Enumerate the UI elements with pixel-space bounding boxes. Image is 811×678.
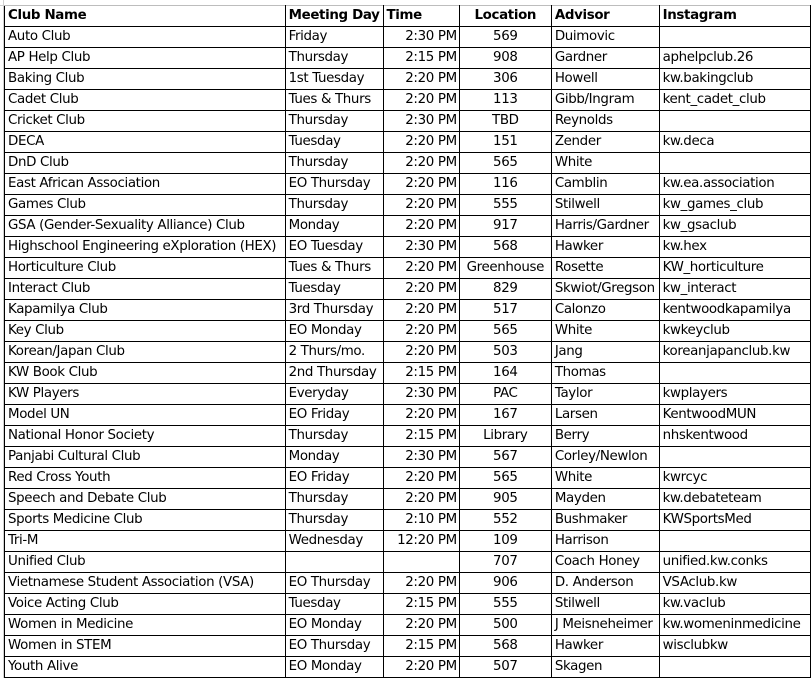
- cell-instagram[interactable]: kw.hex: [659, 237, 810, 258]
- cell-advisor[interactable]: D. Anderson: [551, 573, 659, 594]
- cell-instagram[interactable]: [659, 657, 810, 678]
- cell-advisor[interactable]: Reynolds: [551, 111, 659, 132]
- cell-location[interactable]: 906: [459, 573, 551, 594]
- cell-meeting-day[interactable]: Thursday: [285, 426, 383, 447]
- cell-location[interactable]: 555: [459, 195, 551, 216]
- cell-club-name[interactable]: Unified Club: [5, 552, 286, 573]
- cell-time[interactable]: 2:15 PM: [383, 636, 459, 657]
- cell-club-name[interactable]: Auto Club: [5, 27, 286, 48]
- cell-club-name[interactable]: Panjabi Cultural Club: [5, 447, 286, 468]
- cell-instagram[interactable]: [659, 27, 810, 48]
- cell-instagram[interactable]: KW_horticulture: [659, 258, 810, 279]
- cell-meeting-day[interactable]: EO Friday: [285, 468, 383, 489]
- table-row: [5, 468, 811, 489]
- cell-advisor[interactable]: White: [551, 468, 659, 489]
- cell-club-name[interactable]: Women in Medicine: [5, 615, 286, 636]
- cell-time[interactable]: 2:10 PM: [383, 510, 459, 531]
- cell-club-name[interactable]: AP Help Club: [5, 48, 286, 69]
- cell-club-name[interactable]: Key Club: [5, 321, 286, 342]
- cell-instagram[interactable]: kentwoodkapamilya: [659, 300, 810, 321]
- cell-instagram[interactable]: KentwoodMUN: [659, 405, 810, 426]
- cell-meeting-day[interactable]: Wednesday: [285, 531, 383, 552]
- cell-club-name[interactable]: GSA (Gender-Sexuality Alliance) Club: [5, 216, 286, 237]
- cell-location[interactable]: TBD: [459, 111, 551, 132]
- table-row: [5, 174, 811, 195]
- cell-advisor[interactable]: Gibb/Ingram: [551, 90, 659, 111]
- cell-location[interactable]: 306: [459, 69, 551, 90]
- cell-advisor[interactable]: Howell: [551, 69, 659, 90]
- cell-club-name[interactable]: KW Players: [5, 384, 286, 405]
- cell-instagram[interactable]: kw.bakingclub: [659, 69, 810, 90]
- cell-time[interactable]: 2:20 PM: [383, 342, 459, 363]
- header-row: [5, 6, 811, 27]
- cell-time[interactable]: 2:20 PM: [383, 321, 459, 342]
- cell-time[interactable]: 2:15 PM: [383, 363, 459, 384]
- cell-advisor[interactable]: Thomas: [551, 363, 659, 384]
- table-row: [5, 195, 811, 216]
- cell-instagram[interactable]: kent_cadet_club: [659, 90, 810, 111]
- table-row: [5, 90, 811, 111]
- cell-advisor[interactable]: Jang: [551, 342, 659, 363]
- cell-meeting-day[interactable]: Thursday: [285, 195, 383, 216]
- cell-instagram[interactable]: kw.debateteam: [659, 489, 810, 510]
- cell-time[interactable]: 2:20 PM: [383, 216, 459, 237]
- cell-meeting-day[interactable]: Thursday: [285, 510, 383, 531]
- cell-meeting-day[interactable]: Thursday: [285, 489, 383, 510]
- cell-meeting-day[interactable]: EO Tuesday: [285, 237, 383, 258]
- table-row: [5, 363, 811, 384]
- table-row: [5, 384, 811, 405]
- cell-advisor[interactable]: Stilwell: [551, 594, 659, 615]
- cell-club-name[interactable]: Women in STEM: [5, 636, 286, 657]
- table-row: [5, 27, 811, 48]
- cell-time[interactable]: 2:20 PM: [383, 279, 459, 300]
- cell-meeting-day[interactable]: Tues & Thurs: [285, 90, 383, 111]
- table-row: [5, 510, 811, 531]
- cell-location[interactable]: 905: [459, 489, 551, 510]
- cell-club-name[interactable]: Model UN: [5, 405, 286, 426]
- cell-meeting-day[interactable]: Thursday: [285, 153, 383, 174]
- cell-time[interactable]: 2:20 PM: [383, 405, 459, 426]
- cell-meeting-day[interactable]: EO Thursday: [285, 573, 383, 594]
- header-instagram[interactable]: Instagram: [659, 6, 810, 27]
- cell-club-name[interactable]: Youth Alive: [5, 657, 286, 678]
- cell-meeting-day[interactable]: 2nd Thursday: [285, 363, 383, 384]
- table-row: [5, 237, 811, 258]
- cell-club-name[interactable]: Voice Acting Club: [5, 594, 286, 615]
- header-club-name[interactable]: Club Name: [5, 6, 286, 27]
- cell-time[interactable]: 2:30 PM: [383, 27, 459, 48]
- cell-instagram[interactable]: aphelpclub.26: [659, 48, 810, 69]
- cell-advisor[interactable]: White: [551, 321, 659, 342]
- cell-meeting-day[interactable]: EO Thursday: [285, 636, 383, 657]
- table-row: [5, 69, 811, 90]
- cell-location[interactable]: 917: [459, 216, 551, 237]
- cell-meeting-day[interactable]: Tuesday: [285, 132, 383, 153]
- cell-instagram[interactable]: kw_games_club: [659, 195, 810, 216]
- cell-club-name[interactable]: Red Cross Youth: [5, 468, 286, 489]
- table-row: [5, 636, 811, 657]
- cell-time[interactable]: 2:20 PM: [383, 132, 459, 153]
- cell-time[interactable]: 2:30 PM: [383, 384, 459, 405]
- cell-advisor[interactable]: Camblin: [551, 174, 659, 195]
- cell-location[interactable]: Greenhouse: [459, 258, 551, 279]
- cell-club-name[interactable]: Korean/Japan Club: [5, 342, 286, 363]
- cell-meeting-day[interactable]: Tuesday: [285, 279, 383, 300]
- cell-location[interactable]: 569: [459, 27, 551, 48]
- cell-meeting-day[interactable]: Monday: [285, 447, 383, 468]
- cell-instagram[interactable]: kw.ea.association: [659, 174, 810, 195]
- cell-location[interactable]: 503: [459, 342, 551, 363]
- cell-location[interactable]: 908: [459, 48, 551, 69]
- cell-location[interactable]: 568: [459, 237, 551, 258]
- cell-club-name[interactable]: Kapamilya Club: [5, 300, 286, 321]
- cell-time[interactable]: 2:30 PM: [383, 447, 459, 468]
- cell-instagram[interactable]: [659, 531, 810, 552]
- cell-meeting-day[interactable]: EO Thursday: [285, 174, 383, 195]
- cell-meeting-day[interactable]: [285, 552, 383, 573]
- cell-meeting-day[interactable]: Tuesday: [285, 594, 383, 615]
- cell-club-name[interactable]: Interact Club: [5, 279, 286, 300]
- cell-instagram[interactable]: kw_interact: [659, 279, 810, 300]
- cell-time[interactable]: 2:20 PM: [383, 153, 459, 174]
- cell-advisor[interactable]: Duimovic: [551, 27, 659, 48]
- cell-time[interactable]: 2:20 PM: [383, 90, 459, 111]
- cell-location[interactable]: 552: [459, 510, 551, 531]
- cell-instagram[interactable]: [659, 447, 810, 468]
- cell-club-name[interactable]: Speech and Debate Club: [5, 489, 286, 510]
- cell-location[interactable]: 164: [459, 363, 551, 384]
- cell-club-name[interactable]: Cadet Club: [5, 90, 286, 111]
- cell-advisor[interactable]: Skagen: [551, 657, 659, 678]
- cell-location[interactable]: 567: [459, 447, 551, 468]
- cell-time[interactable]: 2:30 PM: [383, 237, 459, 258]
- table-row: [5, 153, 811, 174]
- cell-advisor[interactable]: Bushmaker: [551, 510, 659, 531]
- cell-advisor[interactable]: Zender: [551, 132, 659, 153]
- cell-location[interactable]: 109: [459, 531, 551, 552]
- cell-meeting-day[interactable]: Everyday: [285, 384, 383, 405]
- cell-advisor[interactable]: Hawker: [551, 636, 659, 657]
- table-row: [5, 657, 811, 678]
- cell-time[interactable]: 2:20 PM: [383, 195, 459, 216]
- cell-instagram[interactable]: kwrcyc: [659, 468, 810, 489]
- table-row: [5, 594, 811, 615]
- cell-time[interactable]: 2:20 PM: [383, 657, 459, 678]
- cell-advisor[interactable]: Taylor: [551, 384, 659, 405]
- cell-advisor[interactable]: J Meisneheimer: [551, 615, 659, 636]
- cell-meeting-day[interactable]: EO Monday: [285, 657, 383, 678]
- cell-meeting-day[interactable]: Monday: [285, 216, 383, 237]
- header-meeting-day[interactable]: Meeting Day: [285, 6, 383, 27]
- cell-time[interactable]: 2:20 PM: [383, 489, 459, 510]
- table-row: [5, 111, 811, 132]
- cell-advisor[interactable]: Mayden: [551, 489, 659, 510]
- cell-time[interactable]: 2:15 PM: [383, 426, 459, 447]
- cell-meeting-day[interactable]: EO Monday: [285, 615, 383, 636]
- table-row: [5, 321, 811, 342]
- cell-instagram[interactable]: kwplayers: [659, 384, 810, 405]
- cell-club-name[interactable]: Baking Club: [5, 69, 286, 90]
- cell-instagram[interactable]: kwkeyclub: [659, 321, 810, 342]
- cell-advisor[interactable]: Harrison: [551, 531, 659, 552]
- club-table: [4, 5, 811, 678]
- cell-advisor[interactable]: Harris/Gardner: [551, 216, 659, 237]
- cell-location[interactable]: 500: [459, 615, 551, 636]
- cell-instagram[interactable]: [659, 153, 810, 174]
- cell-location[interactable]: 517: [459, 300, 551, 321]
- cell-location[interactable]: 568: [459, 636, 551, 657]
- cell-instagram[interactable]: kw.deca: [659, 132, 810, 153]
- cell-club-name[interactable]: DECA: [5, 132, 286, 153]
- cell-location[interactable]: 507: [459, 657, 551, 678]
- cell-meeting-day[interactable]: Thursday: [285, 111, 383, 132]
- cell-instagram[interactable]: [659, 363, 810, 384]
- cell-meeting-day[interactable]: EO Friday: [285, 405, 383, 426]
- cell-instagram[interactable]: [659, 111, 810, 132]
- cell-advisor[interactable]: Calonzo: [551, 300, 659, 321]
- table-row: [5, 405, 811, 426]
- cell-instagram[interactable]: wisclubkw: [659, 636, 810, 657]
- cell-meeting-day[interactable]: 2 Thurs/mo.: [285, 342, 383, 363]
- cell-club-name[interactable]: Vietnamese Student Association (VSA): [5, 573, 286, 594]
- header-advisor[interactable]: Advisor: [551, 6, 659, 27]
- cell-advisor[interactable]: Corley/Newlon: [551, 447, 659, 468]
- cell-time[interactable]: 2:20 PM: [383, 258, 459, 279]
- cell-club-name[interactable]: Games Club: [5, 195, 286, 216]
- cell-instagram[interactable]: VSAclub.kw: [659, 573, 810, 594]
- cell-location[interactable]: 116: [459, 174, 551, 195]
- cell-club-name[interactable]: National Honor Society: [5, 426, 286, 447]
- cell-advisor[interactable]: Rosette: [551, 258, 659, 279]
- table-row: [5, 552, 811, 573]
- cell-club-name[interactable]: Highschool Engineering eXploration (HEX): [5, 237, 286, 258]
- cell-club-name[interactable]: Horticulture Club: [5, 258, 286, 279]
- cell-club-name[interactable]: East African Association: [5, 174, 286, 195]
- cell-time[interactable]: 2:30 PM: [383, 111, 459, 132]
- cell-meeting-day[interactable]: 3rd Thursday: [285, 300, 383, 321]
- cell-instagram[interactable]: kw.womeninmedicine: [659, 615, 810, 636]
- cell-location[interactable]: 707: [459, 552, 551, 573]
- cell-time[interactable]: 2:20 PM: [383, 69, 459, 90]
- cell-advisor[interactable]: Coach Honey: [551, 552, 659, 573]
- cell-advisor[interactable]: Gardner: [551, 48, 659, 69]
- cell-advisor[interactable]: Stilwell: [551, 195, 659, 216]
- cell-location[interactable]: 565: [459, 153, 551, 174]
- cell-advisor[interactable]: Berry: [551, 426, 659, 447]
- table-row: [5, 447, 811, 468]
- cell-meeting-day[interactable]: EO Monday: [285, 321, 383, 342]
- cell-time[interactable]: [383, 552, 459, 573]
- cell-location[interactable]: 151: [459, 132, 551, 153]
- table-row: [5, 615, 811, 636]
- cell-location[interactable]: 565: [459, 321, 551, 342]
- cell-club-name[interactable]: Cricket Club: [5, 111, 286, 132]
- table-row: [5, 573, 811, 594]
- table-row: [5, 132, 811, 153]
- cell-instagram[interactable]: kw_gsaclub: [659, 216, 810, 237]
- header-location[interactable]: Location: [459, 6, 551, 27]
- cell-location[interactable]: PAC: [459, 384, 551, 405]
- cell-instagram[interactable]: kw.vaclub: [659, 594, 810, 615]
- cell-instagram[interactable]: nhskentwood: [659, 426, 810, 447]
- cell-time[interactable]: 2:20 PM: [383, 615, 459, 636]
- cell-meeting-day[interactable]: Thursday: [285, 48, 383, 69]
- table-row: [5, 279, 811, 300]
- cell-instagram[interactable]: KWSportsMed: [659, 510, 810, 531]
- cell-meeting-day[interactable]: 1st Tuesday: [285, 69, 383, 90]
- table-row: [5, 531, 811, 552]
- table-row: [5, 300, 811, 321]
- table-row: [5, 489, 811, 510]
- cell-club-name[interactable]: Sports Medicine Club: [5, 510, 286, 531]
- table-row: [5, 426, 811, 447]
- cell-time[interactable]: 2:20 PM: [383, 468, 459, 489]
- cell-club-name[interactable]: DnD Club: [5, 153, 286, 174]
- table-row: [5, 48, 811, 69]
- cell-location[interactable]: 167: [459, 405, 551, 426]
- cell-time[interactable]: 12:20 PM: [383, 531, 459, 552]
- cell-location[interactable]: 113: [459, 90, 551, 111]
- cell-location[interactable]: 829: [459, 279, 551, 300]
- cell-time[interactable]: 2:20 PM: [383, 174, 459, 195]
- cell-advisor[interactable]: Hawker: [551, 237, 659, 258]
- cell-advisor[interactable]: Skwiot/Gregson: [551, 279, 659, 300]
- cell-location[interactable]: 565: [459, 468, 551, 489]
- table-row: [5, 216, 811, 237]
- cell-meeting-day[interactable]: Tues & Thurs: [285, 258, 383, 279]
- cell-meeting-day[interactable]: Friday: [285, 27, 383, 48]
- cell-time[interactable]: 2:15 PM: [383, 594, 459, 615]
- table-row: [5, 258, 811, 279]
- cell-advisor[interactable]: White: [551, 153, 659, 174]
- cell-location[interactable]: 555: [459, 594, 551, 615]
- header-time[interactable]: Time: [383, 6, 459, 27]
- table-row: [5, 342, 811, 363]
- cell-club-name[interactable]: Tri-M: [5, 531, 286, 552]
- cell-location[interactable]: Library: [459, 426, 551, 447]
- cell-time[interactable]: 2:15 PM: [383, 48, 459, 69]
- cell-instagram[interactable]: unified.kw.conks: [659, 552, 810, 573]
- cell-time[interactable]: 2:20 PM: [383, 573, 459, 594]
- cell-advisor[interactable]: Larsen: [551, 405, 659, 426]
- cell-instagram[interactable]: koreanjapanclub.kw: [659, 342, 810, 363]
- cell-time[interactable]: 2:20 PM: [383, 300, 459, 321]
- cell-club-name[interactable]: KW Book Club: [5, 363, 286, 384]
